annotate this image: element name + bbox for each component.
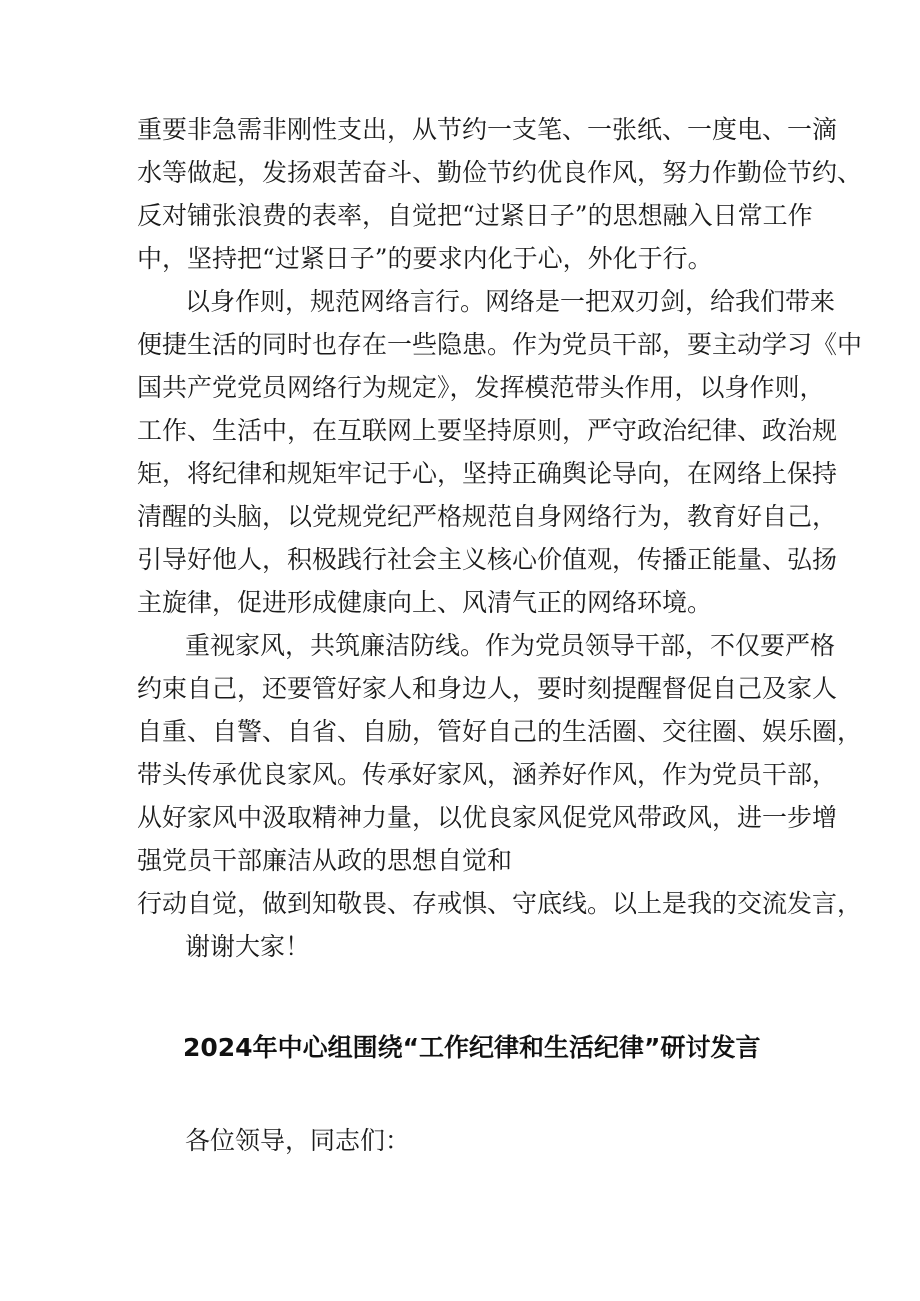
paragraph-line: 中，坚持把“过紧日子”的要求内化于心，外化于行。 [137,244,713,273]
paragraph-line: 国共产党党员网络行为规定》，发挥模范带头作用，以身作则， [137,373,825,402]
paragraph-line: 行动自觉，做到知敬畏、存戒惧、守底线。以上是我的交流发言， [137,889,863,918]
paragraph-line: 自重、自警、自省、自励，管好自己的生活圈、交往圈、娱乐圈， [137,717,863,746]
paragraph-line: 水等做起，发扬艰苦奋斗、勤俭节约优良作风，努力作勤俭节约、 [137,158,863,187]
closing-line: 谢谢大家！ [185,932,311,961]
paragraph-line: 重要非急需非刚性支出，从节约一支笔、一张纸、一度电、一滴 [137,115,838,144]
paragraph-line: 便捷生活的同时也存在一些隐患。作为党员干部，要主动学习《中 [137,330,863,359]
paragraph-line: 引导好他人，积极践行社会主义核心价值观，传播正能量、弘扬 [137,545,838,574]
paragraph-line: 清醒的头脑，以党规党纪严格规范自身网络行为，教育好自己， [137,502,838,531]
paragraph-line: 约束自己，还要管好家人和身边人，要时刻提醒督促自己及家人 [137,674,838,703]
section-heading: 2024年中心组围绕“工作纪律和生活纪律”研讨发言 [183,1033,761,1062]
paragraph-line: 以身作则，规范网络言行。网络是一把双刃剑，给我们带来 [185,287,836,316]
paragraph-line: 工作、生活中，在互联网上要坚持原则，严守政治纪律、政治规 [137,416,838,445]
paragraph-line: 主旋律，促进形成健康向上、风清气正的网络环境。 [137,588,713,617]
paragraph-line: 矩，将纪律和规矩牢记于心，坚持正确舆论导向，在网络上保持 [137,459,838,488]
salutation: 各位领导，同志们： [185,1126,411,1155]
paragraph-line: 重视家风，共筑廉洁防线。作为党员领导干部，不仅要严格 [185,631,836,660]
paragraph-line: 强党员干部廉洁从政的思想自觉和 [137,846,513,875]
paragraph-line: 反对铺张浪费的表率，自觉把“过紧日子”的思想融入日常工作 [137,201,813,230]
paragraph-line: 从好家风中汲取精神力量，以优良家风促党风带政风，进一步增 [137,803,838,832]
paragraph-line: 带头传承优良家风。传承好家风，涵养好作风，作为党员干部， [137,760,838,789]
